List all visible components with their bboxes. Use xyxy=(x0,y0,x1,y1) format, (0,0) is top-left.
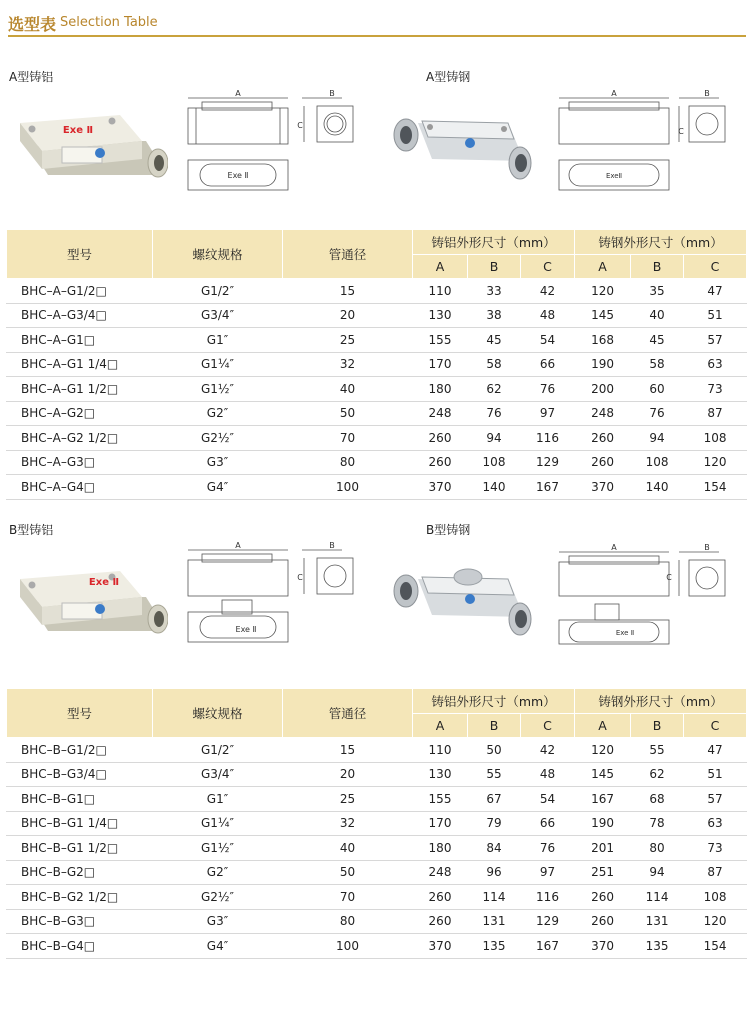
table-row xyxy=(7,401,747,426)
cell-thread: G1¼″ xyxy=(153,811,283,836)
cell-dim: 140 xyxy=(468,475,521,500)
cell-bore: 20 xyxy=(283,762,413,787)
b-steel-conduit-body-image xyxy=(392,555,542,650)
cell-bore: 70 xyxy=(283,426,413,451)
col-thread: 螺纹规格 xyxy=(153,230,283,279)
col-st-a: A xyxy=(575,713,631,738)
a-steel-conduit-body-image xyxy=(392,95,542,195)
cell-dim: 145 xyxy=(575,303,631,328)
cell-model: BHC–A–G4□ xyxy=(7,475,153,500)
cell-dim: 35 xyxy=(631,279,684,304)
cell-dim: 108 xyxy=(468,450,521,475)
cell-dim: 260 xyxy=(413,450,468,475)
cell-model: BHC–B–G1/2□ xyxy=(7,738,153,763)
cell-bore: 15 xyxy=(283,279,413,304)
cell-dim: 33 xyxy=(468,279,521,304)
a-st-drawing-marking: ExeⅡ xyxy=(605,172,623,180)
cell-dim: 167 xyxy=(521,934,575,959)
a-aluminum-dimension-drawing xyxy=(182,88,372,198)
cell-dim: 57 xyxy=(684,328,747,353)
cell-dim: 66 xyxy=(521,352,575,377)
col-al-c: C xyxy=(521,713,575,738)
cell-dim: 60 xyxy=(631,377,684,402)
cell-model: BHC–B–G2□ xyxy=(7,860,153,885)
col-bore: 管通径 xyxy=(283,230,413,279)
table-row xyxy=(7,860,747,885)
b-aluminum-dimension-drawing xyxy=(182,540,372,650)
cell-dim: 76 xyxy=(468,401,521,426)
cell-thread: G1½″ xyxy=(153,836,283,861)
col-al-c: C xyxy=(521,254,575,279)
cell-dim: 87 xyxy=(684,860,747,885)
cell-dim: 130 xyxy=(413,303,468,328)
cell-model: BHC–A–G1 1/2□ xyxy=(7,377,153,402)
cell-dim: 47 xyxy=(684,738,747,763)
b-aluminum-marking: Exe Ⅱ xyxy=(88,577,120,588)
cell-dim: 45 xyxy=(468,328,521,353)
cell-dim: 140 xyxy=(631,475,684,500)
cell-dim: 120 xyxy=(684,909,747,934)
cell-thread: G3″ xyxy=(153,450,283,475)
cell-dim: 114 xyxy=(468,885,521,910)
table-row xyxy=(7,328,747,353)
cell-dim: 76 xyxy=(521,836,575,861)
col-al-b: B xyxy=(468,254,521,279)
cell-dim: 108 xyxy=(684,885,747,910)
cell-dim: 42 xyxy=(521,738,575,763)
cell-dim: 114 xyxy=(631,885,684,910)
b-st-dim-a: A xyxy=(611,543,617,552)
cell-dim: 67 xyxy=(468,787,521,812)
cell-dim: 170 xyxy=(413,811,468,836)
cell-dim: 55 xyxy=(631,738,684,763)
cell-dim: 110 xyxy=(413,738,468,763)
cell-dim: 76 xyxy=(521,377,575,402)
cell-dim: 108 xyxy=(684,426,747,451)
cell-dim: 94 xyxy=(631,860,684,885)
cell-dim: 260 xyxy=(575,885,631,910)
cell-thread: G1/2″ xyxy=(153,738,283,763)
b-steel-dimension-drawing xyxy=(555,540,745,650)
cell-model: BHC–A–G1 1/4□ xyxy=(7,352,153,377)
cell-dim: 51 xyxy=(684,303,747,328)
page-header xyxy=(8,10,746,40)
cell-bore: 50 xyxy=(283,860,413,885)
table-row xyxy=(7,762,747,787)
col-al-a: A xyxy=(413,713,468,738)
cell-dim: 180 xyxy=(413,377,468,402)
table-row xyxy=(7,738,747,763)
cell-bore: 80 xyxy=(283,909,413,934)
cell-dim: 57 xyxy=(684,787,747,812)
cell-dim: 201 xyxy=(575,836,631,861)
cell-dim: 51 xyxy=(684,762,747,787)
cell-dim: 42 xyxy=(521,279,575,304)
cell-model: BHC–B–G3/4□ xyxy=(7,762,153,787)
cell-dim: 168 xyxy=(575,328,631,353)
table-row xyxy=(7,475,747,500)
cell-dim: 54 xyxy=(521,787,575,812)
cell-dim: 68 xyxy=(631,787,684,812)
cell-dim: 120 xyxy=(575,279,631,304)
cell-dim: 78 xyxy=(631,811,684,836)
cell-dim: 200 xyxy=(575,377,631,402)
cell-bore: 40 xyxy=(283,836,413,861)
cell-dim: 50 xyxy=(468,738,521,763)
b-al-drawing-marking: Exe Ⅱ xyxy=(235,625,257,634)
col-model: 型号 xyxy=(7,230,153,279)
a-steel-dimension-drawing xyxy=(555,88,745,198)
table-row xyxy=(7,377,747,402)
cell-model: BHC–B–G4□ xyxy=(7,934,153,959)
section-a-spec-table xyxy=(6,229,747,500)
b-al-dim-c: C xyxy=(297,573,303,582)
cell-dim: 87 xyxy=(684,401,747,426)
a-aluminum-conduit-body-image xyxy=(8,95,168,195)
section-b-spec-table xyxy=(6,688,747,959)
a-al-dim-c: C xyxy=(297,121,303,130)
cell-bore: 100 xyxy=(283,934,413,959)
cell-thread: G1/2″ xyxy=(153,279,283,304)
col-thread: 螺纹规格 xyxy=(153,689,283,738)
cell-bore: 25 xyxy=(283,787,413,812)
b-st-dim-b: B xyxy=(704,543,710,552)
cell-dim: 129 xyxy=(521,450,575,475)
col-aluminum-group: 铸铝外形尺寸（mm） xyxy=(413,230,575,255)
cell-dim: 116 xyxy=(521,885,575,910)
cell-dim: 135 xyxy=(631,934,684,959)
col-st-a: A xyxy=(575,254,631,279)
col-st-c: C xyxy=(684,254,747,279)
a-al-dim-b: B xyxy=(329,89,335,98)
cell-model: BHC–A–G1□ xyxy=(7,328,153,353)
table-row xyxy=(7,279,747,304)
cell-dim: 248 xyxy=(575,401,631,426)
cell-thread: G2½″ xyxy=(153,426,283,451)
cell-dim: 130 xyxy=(413,762,468,787)
cell-dim: 84 xyxy=(468,836,521,861)
cell-dim: 94 xyxy=(631,426,684,451)
cell-dim: 54 xyxy=(521,328,575,353)
cell-bore: 15 xyxy=(283,738,413,763)
cell-dim: 66 xyxy=(521,811,575,836)
cell-thread: G3/4″ xyxy=(153,303,283,328)
cell-bore: 80 xyxy=(283,450,413,475)
cell-dim: 154 xyxy=(684,475,747,500)
cell-dim: 129 xyxy=(521,909,575,934)
cell-dim: 76 xyxy=(631,401,684,426)
cell-bore: 25 xyxy=(283,328,413,353)
cell-dim: 62 xyxy=(631,762,684,787)
section-a-aluminum-label: A型铸铝 xyxy=(9,70,54,84)
cell-bore: 50 xyxy=(283,401,413,426)
cell-dim: 155 xyxy=(413,787,468,812)
col-al-a: A xyxy=(413,254,468,279)
cell-dim: 167 xyxy=(575,787,631,812)
cell-dim: 251 xyxy=(575,860,631,885)
cell-dim: 260 xyxy=(575,450,631,475)
b-st-drawing-marking: Exe Ⅱ xyxy=(615,629,635,637)
table-row xyxy=(7,885,747,910)
cell-dim: 370 xyxy=(575,934,631,959)
a-st-dim-c: C xyxy=(678,127,684,136)
cell-bore: 32 xyxy=(283,352,413,377)
cell-dim: 120 xyxy=(575,738,631,763)
cell-dim: 45 xyxy=(631,328,684,353)
cell-model: BHC–B–G3□ xyxy=(7,909,153,934)
cell-dim: 190 xyxy=(575,352,631,377)
cell-thread: G1¼″ xyxy=(153,352,283,377)
cell-dim: 154 xyxy=(684,934,747,959)
cell-dim: 260 xyxy=(413,885,468,910)
page-title-zh: 选型表 xyxy=(8,15,57,34)
cell-dim: 110 xyxy=(413,279,468,304)
cell-model: BHC–A–G2 1/2□ xyxy=(7,426,153,451)
cell-thread: G2″ xyxy=(153,860,283,885)
col-steel-group: 铸钢外形尺寸（mm） xyxy=(575,230,747,255)
cell-bore: 70 xyxy=(283,885,413,910)
cell-bore: 100 xyxy=(283,475,413,500)
a-aluminum-marking: Exe Ⅱ xyxy=(62,125,94,136)
cell-model: BHC–B–G1 1/2□ xyxy=(7,836,153,861)
col-st-b: B xyxy=(631,254,684,279)
cell-model: BHC–B–G2 1/2□ xyxy=(7,885,153,910)
table-row xyxy=(7,934,747,959)
b-aluminum-conduit-body-image xyxy=(8,555,168,650)
table-row xyxy=(7,811,747,836)
cell-thread: G4″ xyxy=(153,934,283,959)
cell-dim: 370 xyxy=(413,475,468,500)
cell-dim: 167 xyxy=(521,475,575,500)
cell-thread: G1½″ xyxy=(153,377,283,402)
col-al-b: B xyxy=(468,713,521,738)
cell-dim: 96 xyxy=(468,860,521,885)
cell-dim: 145 xyxy=(575,762,631,787)
table-row xyxy=(7,303,747,328)
header-divider xyxy=(8,35,746,37)
b-al-dim-a: A xyxy=(235,541,241,550)
col-model: 型号 xyxy=(7,689,153,738)
cell-dim: 73 xyxy=(684,377,747,402)
cell-bore: 40 xyxy=(283,377,413,402)
cell-dim: 63 xyxy=(684,352,747,377)
col-steel-group: 铸钢外形尺寸（mm） xyxy=(575,689,747,714)
cell-thread: G2″ xyxy=(153,401,283,426)
a-st-dim-a: A xyxy=(611,89,617,98)
cell-dim: 260 xyxy=(413,426,468,451)
cell-dim: 260 xyxy=(575,909,631,934)
b-st-dim-c: C xyxy=(666,573,672,582)
table-row xyxy=(7,836,747,861)
cell-thread: G4″ xyxy=(153,475,283,500)
cell-dim: 58 xyxy=(468,352,521,377)
cell-dim: 370 xyxy=(575,475,631,500)
cell-dim: 260 xyxy=(413,909,468,934)
cell-model: BHC–B–G1□ xyxy=(7,787,153,812)
col-st-b: B xyxy=(631,713,684,738)
cell-dim: 73 xyxy=(684,836,747,861)
table-row xyxy=(7,450,747,475)
b-al-dim-b: B xyxy=(329,541,335,550)
cell-thread: G1″ xyxy=(153,328,283,353)
cell-dim: 116 xyxy=(521,426,575,451)
table-row xyxy=(7,787,747,812)
cell-dim: 79 xyxy=(468,811,521,836)
cell-dim: 155 xyxy=(413,328,468,353)
cell-thread: G1″ xyxy=(153,787,283,812)
cell-bore: 20 xyxy=(283,303,413,328)
cell-model: BHC–A–G1/2□ xyxy=(7,279,153,304)
cell-model: BHC–A–G3/4□ xyxy=(7,303,153,328)
table-row xyxy=(7,352,747,377)
cell-dim: 62 xyxy=(468,377,521,402)
col-bore: 管通径 xyxy=(283,689,413,738)
cell-thread: G2½″ xyxy=(153,885,283,910)
cell-dim: 248 xyxy=(413,860,468,885)
cell-dim: 370 xyxy=(413,934,468,959)
cell-thread: G3/4″ xyxy=(153,762,283,787)
a-al-dim-a: A xyxy=(235,89,241,98)
cell-dim: 47 xyxy=(684,279,747,304)
cell-dim: 260 xyxy=(575,426,631,451)
cell-dim: 97 xyxy=(521,401,575,426)
section-b-steel-label: B型铸钢 xyxy=(426,523,471,537)
table-row xyxy=(7,909,747,934)
cell-dim: 131 xyxy=(631,909,684,934)
section-b-aluminum-label: B型铸铝 xyxy=(9,523,54,537)
cell-model: BHC–B–G1 1/4□ xyxy=(7,811,153,836)
cell-dim: 80 xyxy=(631,836,684,861)
cell-dim: 170 xyxy=(413,352,468,377)
cell-dim: 97 xyxy=(521,860,575,885)
cell-bore: 32 xyxy=(283,811,413,836)
section-a-steel-label: A型铸钢 xyxy=(426,70,471,84)
a-st-dim-b: B xyxy=(704,89,710,98)
cell-dim: 63 xyxy=(684,811,747,836)
table-row xyxy=(7,426,747,451)
cell-dim: 248 xyxy=(413,401,468,426)
cell-dim: 40 xyxy=(631,303,684,328)
cell-dim: 48 xyxy=(521,762,575,787)
cell-thread: G3″ xyxy=(153,909,283,934)
cell-dim: 55 xyxy=(468,762,521,787)
cell-model: BHC–A–G3□ xyxy=(7,450,153,475)
cell-dim: 48 xyxy=(521,303,575,328)
page-title-en: Selection Table xyxy=(60,15,158,30)
cell-dim: 135 xyxy=(468,934,521,959)
cell-dim: 108 xyxy=(631,450,684,475)
cell-dim: 131 xyxy=(468,909,521,934)
cell-model: BHC–A–G2□ xyxy=(7,401,153,426)
a-al-drawing-marking: Exe Ⅱ xyxy=(227,171,249,180)
cell-dim: 38 xyxy=(468,303,521,328)
cell-dim: 190 xyxy=(575,811,631,836)
cell-dim: 120 xyxy=(684,450,747,475)
col-st-c: C xyxy=(684,713,747,738)
cell-dim: 180 xyxy=(413,836,468,861)
col-aluminum-group: 铸铝外形尺寸（mm） xyxy=(413,689,575,714)
cell-dim: 94 xyxy=(468,426,521,451)
cell-dim: 58 xyxy=(631,352,684,377)
